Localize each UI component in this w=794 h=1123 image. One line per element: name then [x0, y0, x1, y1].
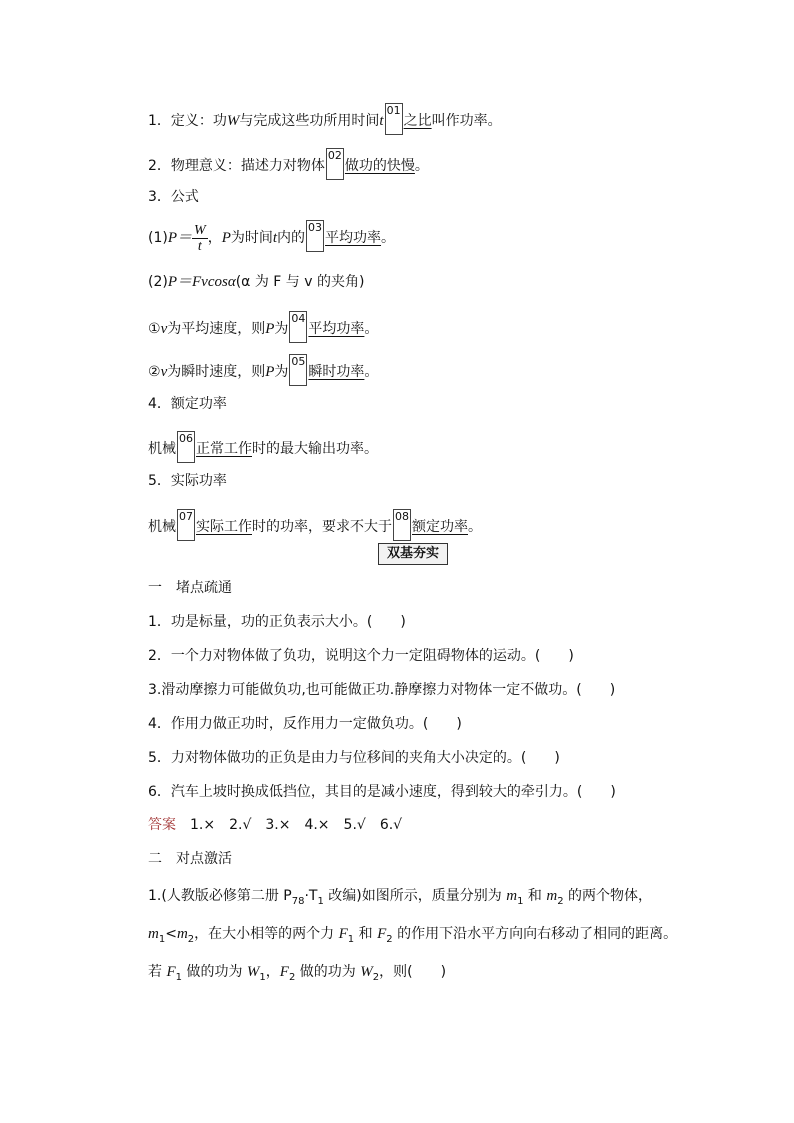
case-instant-line — [148, 354, 378, 386]
formula-expression: P＝Fvcosα — [167, 274, 236, 290]
text: 为 — [274, 364, 289, 380]
answer-label: 答案 — [148, 817, 176, 833]
blank-answer: 平均功率 — [308, 321, 365, 337]
text: 叫作功率。 — [431, 113, 502, 129]
text: 为瞬时速度，则 — [167, 364, 266, 380]
blank-number-box: 02 — [326, 148, 344, 180]
blank-number-box: 08 — [393, 509, 411, 541]
blank-answer: 之比 — [403, 113, 432, 129]
blank-answer: 做功的快慢 — [344, 158, 415, 174]
actual-line — [148, 509, 482, 541]
formula-lhs: P＝ — [167, 230, 193, 246]
definition-line — [148, 103, 502, 135]
text: 。 — [468, 519, 482, 535]
section-badge: 双基夯实 — [378, 543, 448, 565]
blank-number-box: 04 — [289, 311, 307, 343]
text: 为时间 — [230, 230, 273, 246]
problem-text: 1.(人教版必修第二册 $P_{78}\cdot T_1$ 改编)如图所示，质量分别为 $m_1$ 和 $m_2$ 的两个物体，$m_1<m_2$，在大小相等的两个力 $F_1$ 和 $F_2$ 的作用下沿水平方向向右移动了相同的距离。若 $F_1$ 做的功为 $W_1$，$F_2$ 做的功为 $W_2$，则( ) — [148, 888, 678, 983]
blank-number-box: 06 — [177, 431, 195, 463]
fraction: $\frac{W}{t}$ — [194, 222, 206, 254]
blank-answer: 额定功率 — [412, 519, 468, 535]
variable-v: v — [160, 364, 168, 380]
text: 物理意义：描述力对物体 — [170, 158, 325, 174]
variable-t: t — [272, 230, 278, 246]
text: (2) — [148, 274, 168, 290]
actual-heading: 5．实际功率 — [148, 473, 227, 489]
text: (1) — [148, 230, 168, 246]
text: 为 — [274, 321, 289, 337]
blank-number-box: 03 — [306, 220, 324, 252]
variable-t: t — [379, 113, 384, 129]
blank-answer: 瞬时功率 — [308, 364, 365, 380]
circled-number: ① — [148, 321, 161, 337]
rated-heading: 4．额定功率 — [148, 396, 227, 412]
variable-p: P — [221, 230, 231, 246]
text: 。 — [364, 364, 379, 380]
text: 与完成这些功所用时间 — [239, 113, 380, 129]
blank-number-box: 05 — [289, 354, 307, 386]
text: 。 — [381, 230, 396, 246]
text: (α 为 F 与 v 的夹角) — [235, 274, 365, 290]
quiz-item: 4．作用力做正功时，反作用力一定做负功。( ) — [148, 716, 462, 732]
quiz-item: 5．力对物体做功的正负是由力与位移间的夹角大小决定的。( ) — [148, 750, 560, 766]
blank-number-box: 07 — [177, 509, 195, 541]
text: 时的最大输出功率。 — [252, 441, 378, 457]
variable-p: P — [265, 321, 275, 337]
blank-number-box: 01 — [385, 103, 403, 135]
formula2-line — [148, 272, 364, 292]
text: 机械 — [148, 441, 176, 457]
case-average-line — [148, 311, 378, 343]
blank-answer: 实际工作 — [196, 519, 252, 535]
blank-answer: 平均功率 — [325, 230, 382, 246]
circled-number: ② — [148, 364, 161, 380]
text: 。 — [414, 158, 429, 174]
formula1-line — [148, 220, 395, 256]
text: 内的 — [277, 230, 306, 246]
quiz-item: 6．汽车上坡时换成低挡位，其目的是减小速度，得到较大的牵引力。( ) — [148, 784, 616, 800]
variable-w: W — [226, 113, 240, 129]
answer-line — [148, 815, 402, 835]
text: 时的功率，要求不大于 — [252, 519, 392, 535]
quiz-item: 1．功是标量，功的正负表示大小。( ) — [148, 614, 406, 630]
variable-v: v — [160, 321, 168, 337]
formula-heading: 3．公式 — [148, 189, 199, 205]
text: 机械 — [148, 519, 176, 535]
text: 定义：功 — [170, 113, 227, 129]
item-number: 2． — [148, 158, 171, 174]
item-number: 1． — [148, 113, 171, 129]
blank-answer: 正常工作 — [196, 441, 252, 457]
rated-line — [148, 431, 378, 463]
text: 。 — [364, 321, 379, 337]
quiz-item: 2．一个力对物体做了负功，说明这个力一定阻碍物体的运动。( ) — [148, 648, 574, 664]
section2-heading: 二 对点激活 — [148, 851, 232, 867]
variable-p: P — [265, 364, 275, 380]
text: ， — [207, 230, 222, 246]
section1-heading: 一 堵点疏通 — [148, 580, 232, 596]
text: 为平均速度，则 — [167, 321, 266, 337]
answer-values: 1.× 2.√ 3.× 4.× 5.√ 6.√ — [190, 817, 403, 833]
quiz-item: 3.滑动摩擦力可能做负功,也可能做正功.静摩擦力对物体一定不做功。( ) — [148, 682, 616, 698]
meaning-line — [148, 148, 429, 180]
